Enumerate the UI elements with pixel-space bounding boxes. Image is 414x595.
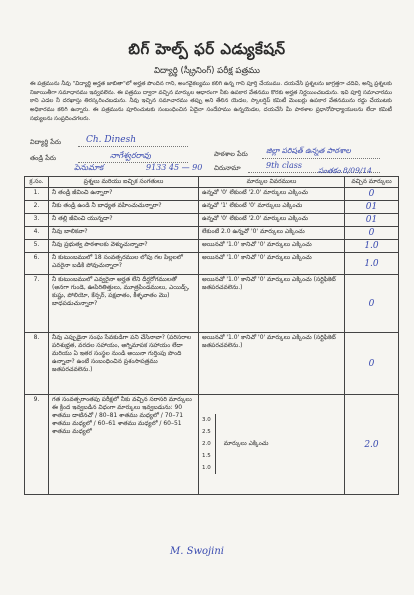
row-marking: లేకుంటే 2.0 ఉన్నచో '0' మార్కులు ఎక్కించు (199, 227, 345, 240)
row-sno: 9. (25, 395, 49, 495)
address-label: చిరునామా (214, 164, 241, 172)
father-name-value: నాగేశ్వరరావు (110, 151, 151, 160)
row-sno: 2. (25, 201, 49, 214)
table-row (25, 395, 399, 495)
row-question: గత సంవత్సరాంతపు పరీక్షలో నీకు వచ్చిన సరాసరి మార్కులు ఈ క్రింద ఇవ్వబడిన విధంగా మార్కులు ఇవ్వబడును: 90 శాతము దాటినచో / 80–81 శాతము మధ్యలో / 70–71 శాతము మధ్యలో / 60–61 శాతము మధ్యలో / 60–51 శాతము మధ్యలో (49, 395, 199, 495)
table-row (25, 188, 399, 201)
row-marking-cell (199, 395, 345, 495)
table-row (25, 214, 399, 227)
row-question: నీవు బాలికవా? (49, 227, 199, 240)
row-question: నీ కుటుంబములో 18 సంవత్సరముల లోపు గల పిల్లలలో ఎవరైనా బడికి పోవుచున్నారా? (49, 253, 199, 275)
row-sno: 7. (25, 275, 49, 333)
row-marking: ఉన్నచో '0' లేకుంటే '2.0' మార్కులు ఎక్కించు (199, 214, 345, 227)
row-question: నీ కుటుంబములో ఎవ్వరైనా అర్హత లేని దీర్ఘరోగములతో (అనగా గుండె, ఊపిరితిత్తులు, మూత్రపిండములు, ఎయిడ్స్, కుష్టు, పోలియో, కేన్సర్, పక్షవాతం, కీళ్ళవాతం మొ) బాధపడుచున్నారా? (49, 275, 199, 333)
scale-value: 1.5 (202, 453, 211, 459)
table-row (25, 275, 399, 333)
row-marking: ఉన్నచో '1' లేకుంటే '0' మార్కులు ఎక్కించు (199, 201, 345, 214)
class-value: 9th class (266, 161, 303, 170)
table-row (25, 253, 399, 275)
scale-value: 1.0 (202, 465, 211, 471)
header-marks: వచ్చిన మార్కులు (345, 177, 399, 188)
row-marks: 1.0 (345, 240, 399, 253)
row-marks: 0 (345, 333, 399, 395)
date-value: సంతకం 8/09/14 (318, 166, 372, 175)
row-marking: అయినచో '1.0' కానిచో '0' మార్కులు ఎక్కించు (199, 253, 345, 275)
village-value: పెనుమాక (74, 163, 104, 172)
instructions-paragraph: ఈ పత్రమును నీవు "విద్యార్థి అర్హత జాబితా"లో అర్హత పొందిన గాని, అంగవైకల్యము కలిగి ఉన్న గాని పూర్తి చేయుము. దయచేసి ప్రశ్నలను జాగ్రత్తగా చదివి, అన్ని ప్రశ్నలకు నిజాయితీగా సమాధానము ఇవ్వవలెను. ఈ పత్రము ద్వారా వచ్చిన మార్కుల ఆధారంగా నీకు ఉపకార వేతనము కొరకు అర్హత నిర్ణయించబడును. ఇవి పూర్తి సమాచారము కాని ఎడల నీ దరఖాస్తు తిరస్కరించబడును. నీవు ఇచ్చిన సమాచారము తప్పు అని తేలిన యెడల, స్కాలర్షిప్ కమిటీ మెంబర్లు ఉపకార వేతనమును రద్దు చేయుటకు అధికారము కలిగి ఉన్నారు. ఈ పత్రమును పూరించుటకు సంబంధించిన ఏదైనా సందేహము ఉన్నయెడల, దయచేసి మీ పాఠశాల ప్రధానోపాధ్యాయులను లేదా కమిటీ సభ్యులను సంప్రదించగలరు. (30, 81, 392, 122)
row-sno: 5. (25, 240, 49, 253)
row-marking: అయినచో '1.0' కానిచో '0' మార్కులు ఎక్కించు (199, 240, 345, 253)
row-question: నీకు తండ్రి ఉండి నీ బాధ్యత వహించుచున్నారా? (49, 201, 199, 214)
header-question: ప్రశ్నలు మరియు ఐచ్చిక సంగతులు (49, 177, 199, 188)
row-sno: 6. (25, 253, 49, 275)
form-title: బిగ్ హెల్ప్ ఫర్ ఎడ్యుకేషన్ (128, 40, 286, 58)
table-row (25, 240, 399, 253)
row-marking: మార్కులు ఎక్కించు (223, 440, 269, 447)
student-name-value: Ch. Dinesh (86, 135, 137, 145)
scale-value: 2.5 (202, 429, 211, 435)
row-sno: 1. (25, 188, 49, 201)
school-line (262, 158, 380, 159)
row-marks: 01 (345, 201, 399, 214)
row-marking: అయినచో '1.0' కానిచో '0' మార్కులు ఎక్కించు (సర్టిఫికెట్ జతపరచవలెను.) (199, 333, 345, 395)
row-question: నీ తండ్రి జీవించి ఉన్నారా? (49, 188, 199, 201)
school-value: జిల్లా పరిషత్ ఉన్నత పాఠశాల (266, 146, 351, 155)
table-row (25, 201, 399, 214)
table-header-row (25, 177, 399, 188)
row-marks: 2.0 (345, 395, 399, 495)
header-marking: మార్కుల వివరములు (199, 177, 345, 188)
marks-scale (202, 414, 216, 474)
row-sno: 3. (25, 214, 49, 227)
school-label: పాఠశాల పేరు (214, 150, 248, 158)
row-question: నీవు ప్రభుత్వ పాఠశాలకు వెళ్ళుచున్నావా? (49, 240, 199, 253)
row-marks: 1.0 (345, 253, 399, 275)
row-marking: ఉన్నచో '0' లేకుంటే '2.0' మార్కులు ఎక్కించు (199, 188, 345, 201)
row-question: నీవు ఎప్పుడైనా సంఘ సేవకుడిగా పని చేసినావా? (పరిసరాల పరిశుభ్రత, వరదల సహాయం, అగ్నిమాపక సహాయం లేదా మరియు ఏ ఇతర సంస్థల నుండి అయినా గుర్తింపు పొంది ఉన్నావా? ఉంటే సంబంధించిన ప్రశంసాపత్రము జతపరచవలెను.) (49, 333, 199, 395)
father-name-label: తండ్రి పేరు (30, 154, 56, 162)
row-marks: 0 (345, 188, 399, 201)
row-marks: 0 (345, 227, 399, 240)
table-row (25, 333, 399, 395)
row-sno: 8. (25, 333, 49, 395)
row-sno: 4. (25, 227, 49, 240)
header-sno: క్ర.సం. (25, 177, 49, 188)
table-row (25, 227, 399, 240)
row-question: నీ తల్లి జీవించి యున్నదా? (49, 214, 199, 227)
row-marks: 01 (345, 214, 399, 227)
student-name-line (78, 146, 188, 147)
row-marks: 0 (345, 275, 399, 333)
scale-value: 2.0 (202, 441, 211, 447)
scale-value: 3.0 (202, 417, 211, 423)
row-marking: అయినచో '1.0' కానిచో '0' మార్కులు ఎక్కించు (సర్టిఫికెట్ జతపరచవలెను.) (199, 275, 345, 333)
phone-value: 9133 45 — 90 (146, 163, 203, 172)
student-name-label: విద్యార్థి పేరు (30, 138, 62, 146)
screening-table (24, 176, 399, 495)
signature: M. Swojini (170, 546, 224, 557)
form-subtitle: విద్యార్థి (స్క్రీనింగ్) పరీక్ష పత్రము (154, 66, 260, 76)
